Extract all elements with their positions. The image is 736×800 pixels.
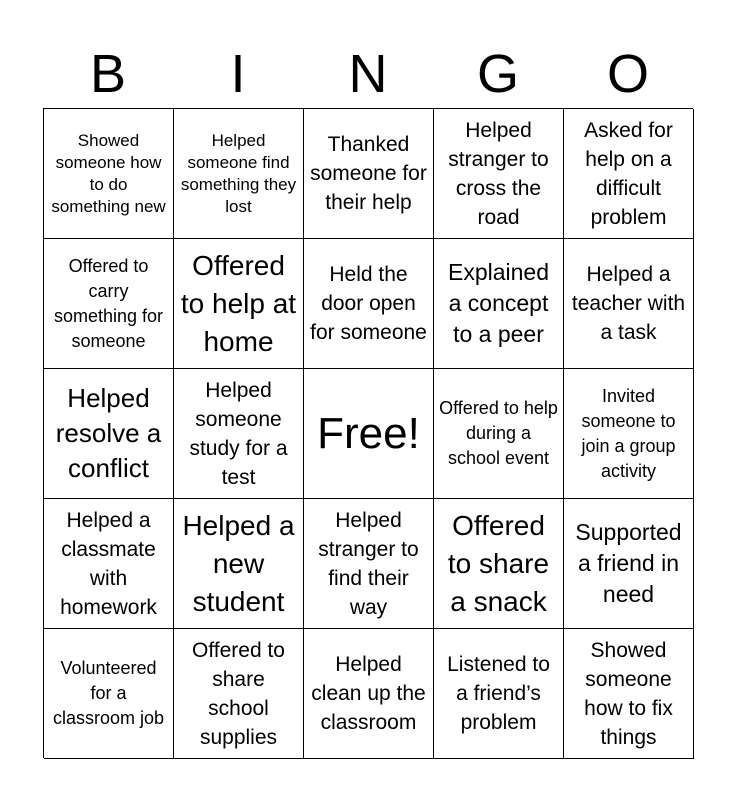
cell-text: Explained a concept to a peer xyxy=(447,259,550,347)
bingo-cell[interactable] xyxy=(564,109,694,239)
bingo-cell[interactable] xyxy=(44,109,174,239)
cell-text: Offered to help at home xyxy=(180,249,297,357)
bingo-cell[interactable] xyxy=(434,109,564,239)
bingo-cell[interactable] xyxy=(304,499,434,629)
cell-text: Showed someone how to do something new xyxy=(51,130,166,216)
cell-text: Helped someone find something they lost xyxy=(180,130,297,216)
cell-text: Showed someone how to fix things xyxy=(584,638,673,749)
header-letter-n: N xyxy=(348,44,388,104)
cell-text: Helped resolve a conflict xyxy=(55,383,162,483)
bingo-cell[interactable] xyxy=(564,369,694,499)
cell-text: Helped someone study for a test xyxy=(189,378,288,489)
bingo-cell[interactable] xyxy=(434,239,564,369)
bingo-header xyxy=(43,40,693,108)
cell-text: Helped a new student xyxy=(182,509,295,617)
cell-text: Helped stranger to find their way xyxy=(318,508,419,619)
bingo-cell[interactable] xyxy=(434,629,564,759)
bingo-cell[interactable] xyxy=(434,369,564,499)
cell-text: Thanked someone for their help xyxy=(310,133,427,214)
bingo-cell[interactable] xyxy=(304,629,434,759)
cell-text: Helped stranger to cross the road xyxy=(448,118,549,229)
bingo-cell[interactable] xyxy=(174,239,304,369)
bingo-cell[interactable] xyxy=(44,369,174,499)
header-letter-b: B xyxy=(89,44,127,104)
cell-text: Volunteered for a classroom job xyxy=(52,658,165,728)
bingo-cell[interactable] xyxy=(564,499,694,629)
header-letter-i: I xyxy=(230,44,246,104)
cell-text: Offered to share a snack xyxy=(447,509,550,617)
bingo-cell[interactable] xyxy=(564,239,694,369)
header-letter-g: G xyxy=(476,44,519,104)
cell-text: Asked for help on a difficult problem xyxy=(584,118,673,229)
bingo-cell[interactable] xyxy=(44,239,174,369)
bingo-cell[interactable] xyxy=(174,369,304,499)
cell-text: Offered to carry something for someone xyxy=(53,255,164,351)
header-letter-o: O xyxy=(606,44,649,104)
cell-text: Helped a teacher with a task xyxy=(571,263,686,344)
bingo-cell[interactable] xyxy=(304,239,434,369)
free-space-text: Free! xyxy=(317,408,420,458)
bingo-cell[interactable] xyxy=(44,499,174,629)
bingo-cell[interactable] xyxy=(44,629,174,759)
cell-text: Helped a classmate with homework xyxy=(60,508,157,619)
bingo-cell[interactable] xyxy=(304,109,434,239)
cell-text: Listened to a friend’s problem xyxy=(447,653,550,734)
bingo-cell[interactable] xyxy=(174,499,304,629)
bingo-cell[interactable] xyxy=(174,109,304,239)
cell-text: Held the door open for someone xyxy=(310,263,427,344)
cell-text: Offered to help during a school event xyxy=(439,398,558,468)
bingo-cell[interactable] xyxy=(174,629,304,759)
cell-text: Offered to share school supplies xyxy=(191,638,285,749)
cell-text: Helped clean up the classroom xyxy=(311,653,426,734)
bingo-cell[interactable] xyxy=(434,499,564,629)
bingo-cell[interactable] xyxy=(564,629,694,759)
free-space-cell[interactable] xyxy=(304,369,434,499)
cell-text: Supported a friend in need xyxy=(575,519,682,607)
cell-text: Invited someone to join a group activity xyxy=(581,385,676,481)
bingo-board xyxy=(43,108,693,758)
